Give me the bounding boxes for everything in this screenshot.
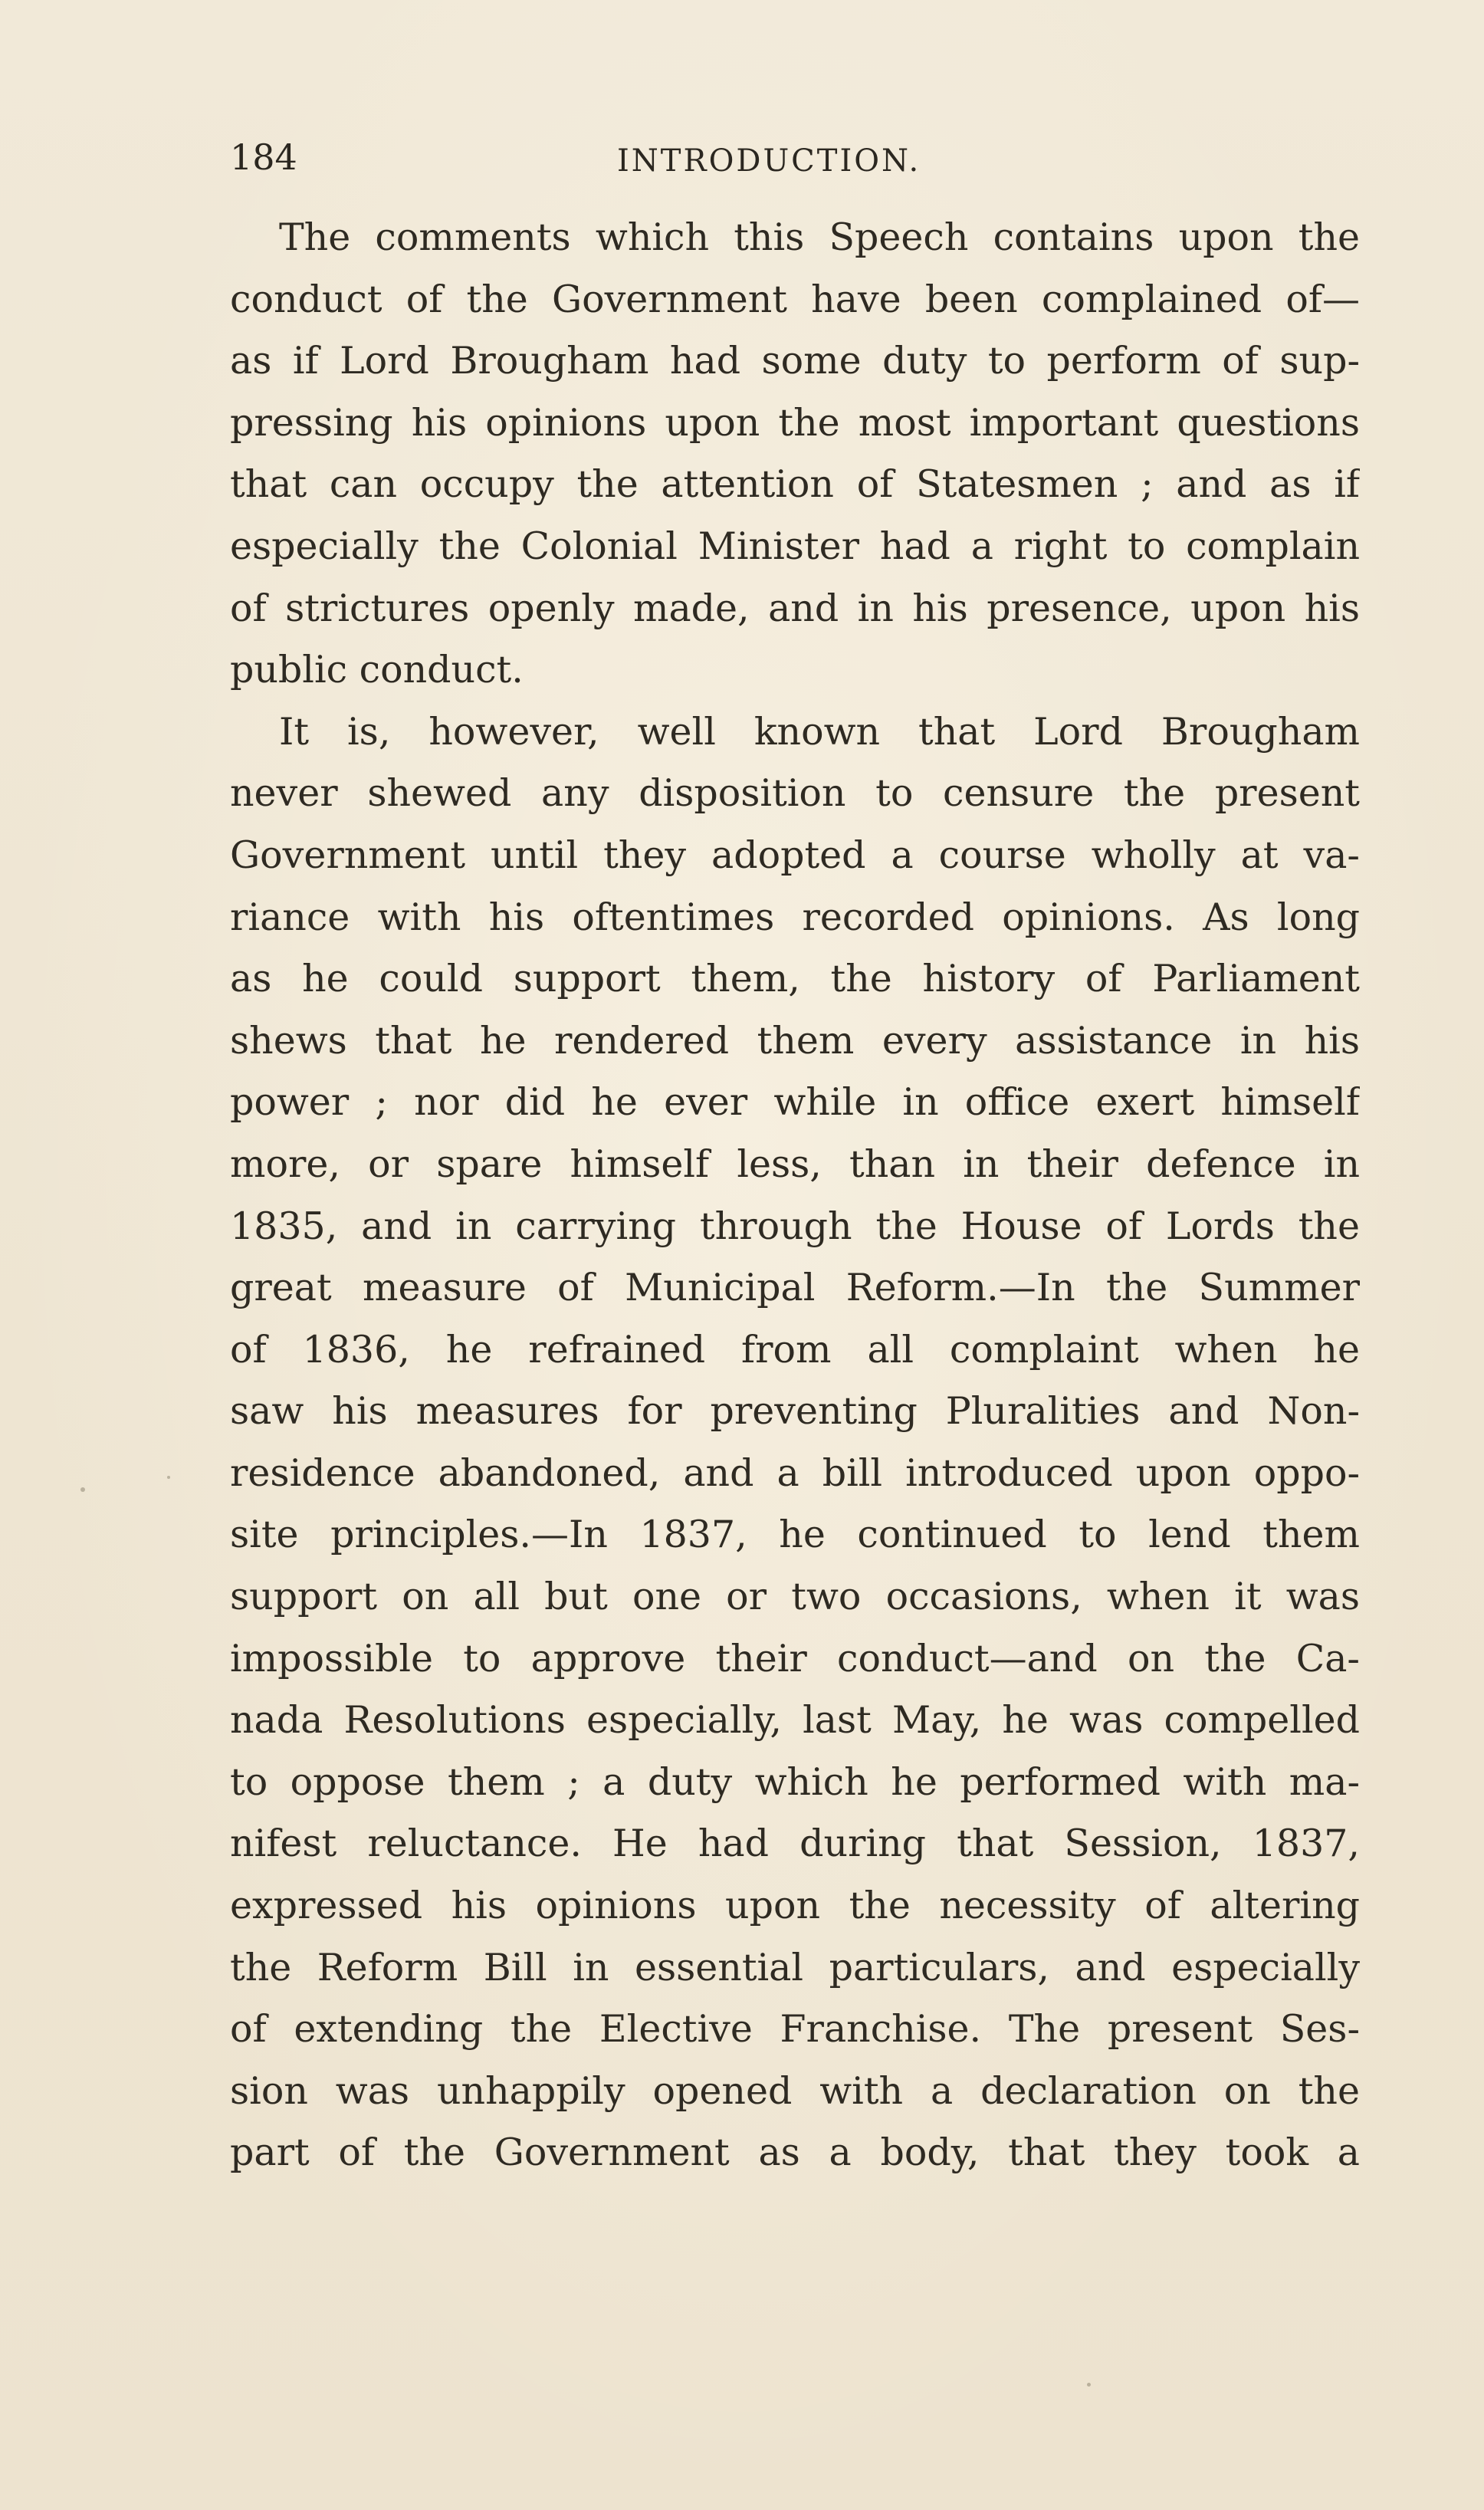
text-line: saw his measures for preventing Pluralities and Non- [230, 1389, 1360, 1434]
text-line: public conduct. [230, 648, 524, 692]
text-line: nifest reluctance. He had during that Session, 1837, [230, 1822, 1360, 1866]
text-line: 1835, and in carrying through the House of Lords the [230, 1204, 1360, 1248]
text-line: of strictures openly made, and in his presence, upon his [230, 586, 1360, 630]
text-line: conduct of the Government have been complained of— [230, 277, 1360, 321]
text-line: great measure of Municipal Reform.—In the Summer [230, 1266, 1360, 1310]
text-line: shews that he rendered them every assistance in his [230, 1018, 1360, 1063]
text-line: to oppose them ; a duty which he performed with ma- [230, 1759, 1360, 1804]
text-line: residence abandoned, and a bill introduced upon oppo- [230, 1450, 1360, 1495]
text-line: as if Lord Brougham had some duty to perform of sup- [230, 339, 1360, 383]
page-number: 184 [230, 136, 297, 178]
text-line: especially the Colonial Minister had a right to complain [230, 524, 1360, 568]
text-line: more, or spare himself less, than in their defence in [230, 1142, 1360, 1186]
text-line: of extending the Elective Franchise. The present Ses- [230, 2007, 1360, 2052]
text-line: part of the Government as a body, that they took a [230, 2131, 1360, 2175]
running-head [230, 130, 1364, 192]
text-line: It is, however, well known that Lord Brougham [279, 709, 1360, 754]
text-line: as he could support them, the history of Parliament [230, 957, 1360, 1001]
text-line: riance with his oftentimes recorded opinions. As long [230, 895, 1360, 939]
text-line: nada Resolutions especially, last May, he was compelled [230, 1698, 1360, 1743]
text-line: impossible to approve their conduct—and on the Ca- [230, 1636, 1360, 1680]
paragraph [230, 701, 1360, 2184]
paper-speck [1087, 2383, 1091, 2387]
text-line: The comments which this Speech contains upon the [279, 215, 1360, 259]
text-line: site principles.—In 1837, he continued to lend them [230, 1513, 1360, 1557]
text-line: expressed his opinions upon the necessity of altering [230, 1884, 1360, 1928]
text-line: power ; nor did he ever while in office exert himself [230, 1080, 1360, 1125]
paper-speck [80, 1487, 85, 1492]
running-title: INTRODUCTION. [617, 143, 921, 179]
text-line: the Reform Bill in essential particulars, and especially [230, 1945, 1360, 1989]
text-line: sion was unhappily opened with a declaration on the [230, 2068, 1360, 2113]
text-line: never shewed any disposition to censure the present [230, 771, 1360, 816]
body-text [230, 207, 1360, 2184]
paper-speck [167, 1476, 170, 1479]
paragraph [230, 207, 1360, 701]
text-line: pressing his opinions upon the most important questions [230, 400, 1360, 445]
text-line: Government until they adopted a course wholly at va- [230, 833, 1360, 877]
text-line: support on all but one or two occasions, when it was [230, 1575, 1360, 1619]
text-line: of 1836, he refrained from all complaint when he [230, 1327, 1360, 1372]
text-line: that can occupy the attention of Statesmen ; and as if [230, 462, 1360, 507]
